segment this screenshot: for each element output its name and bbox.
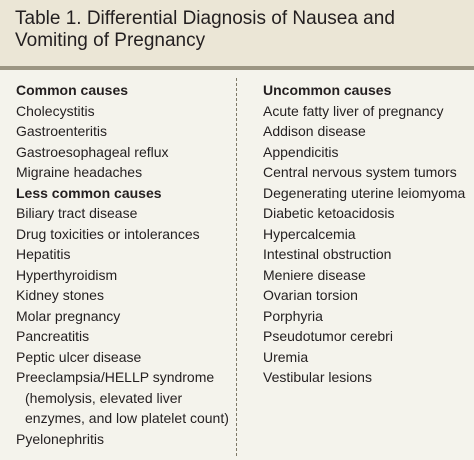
uncommon-cause-item: Porphyria [263, 307, 323, 324]
less-common-cause-item: Hyperthyroidism [16, 266, 118, 283]
less-common-cause-item: Pyelonephritis [16, 430, 104, 447]
table-title: Table 1. Differential Diagnosis of Nausea and Vomiting of Pregnancy [15, 8, 395, 51]
preeclampsia-item: Preeclampsia/HELLP syndrome [16, 369, 215, 385]
less-common-cause-item: Hepatitis [16, 246, 71, 262]
less-common-cause-item: Molar pregnancy [16, 307, 121, 324]
uncommon-cause-item: Vestibular lesions [263, 369, 372, 385]
uncommon-cause-item: Uremia [263, 348, 309, 365]
common-cause-item: Gastroesophageal reflux [16, 143, 169, 160]
table-title-bar [0, 0, 474, 70]
uncommon-cause-item: Appendicitis [263, 143, 339, 160]
preeclampsia-note-line: (hemolysis, elevated liver [25, 389, 183, 406]
uncommon-cause-item: Meniere disease [263, 266, 366, 283]
uncommon-cause-item: Central nervous system tumors [263, 164, 457, 180]
common-cause-item: Cholecystitis [16, 102, 95, 119]
common-cause-item: Gastroenteritis [16, 123, 108, 139]
uncommon-causes-heading: Uncommon causes [263, 82, 392, 98]
less-common-cause-item: Pancreatitis [16, 328, 90, 344]
uncommon-cause-item: Degenerating uterine leiomyoma [263, 184, 466, 201]
uncommon-cause-item: Ovarian torsion [263, 287, 358, 303]
less-common-causes-heading: Less common causes [16, 184, 162, 201]
uncommon-cause-item: Pseudotumor cerebri [263, 328, 393, 344]
uncommon-cause-item: Addison disease [263, 123, 366, 139]
column-divider [236, 78, 237, 456]
right-column [263, 80, 473, 388]
preeclampsia-note-line: enzymes, and low platelet count) [25, 410, 229, 426]
less-common-cause-item: Peptic ulcer disease [16, 348, 142, 365]
uncommon-cause-item: Acute fatty liver of pregnancy [263, 102, 444, 119]
uncommon-cause-item: Diabetic ketoacidosis [263, 205, 395, 221]
less-common-cause-item: Biliary tract disease [16, 205, 138, 221]
uncommon-cause-item: Intestinal obstruction [263, 246, 392, 262]
left-column [16, 80, 230, 449]
common-causes-heading: Common causes [16, 82, 129, 98]
uncommon-cause-item: Hypercalcemia [263, 225, 356, 242]
less-common-cause-item: Kidney stones [16, 287, 104, 303]
common-cause-item: Migraine headaches [16, 164, 143, 180]
less-common-cause-item: Drug toxicities or intolerances [16, 225, 200, 242]
